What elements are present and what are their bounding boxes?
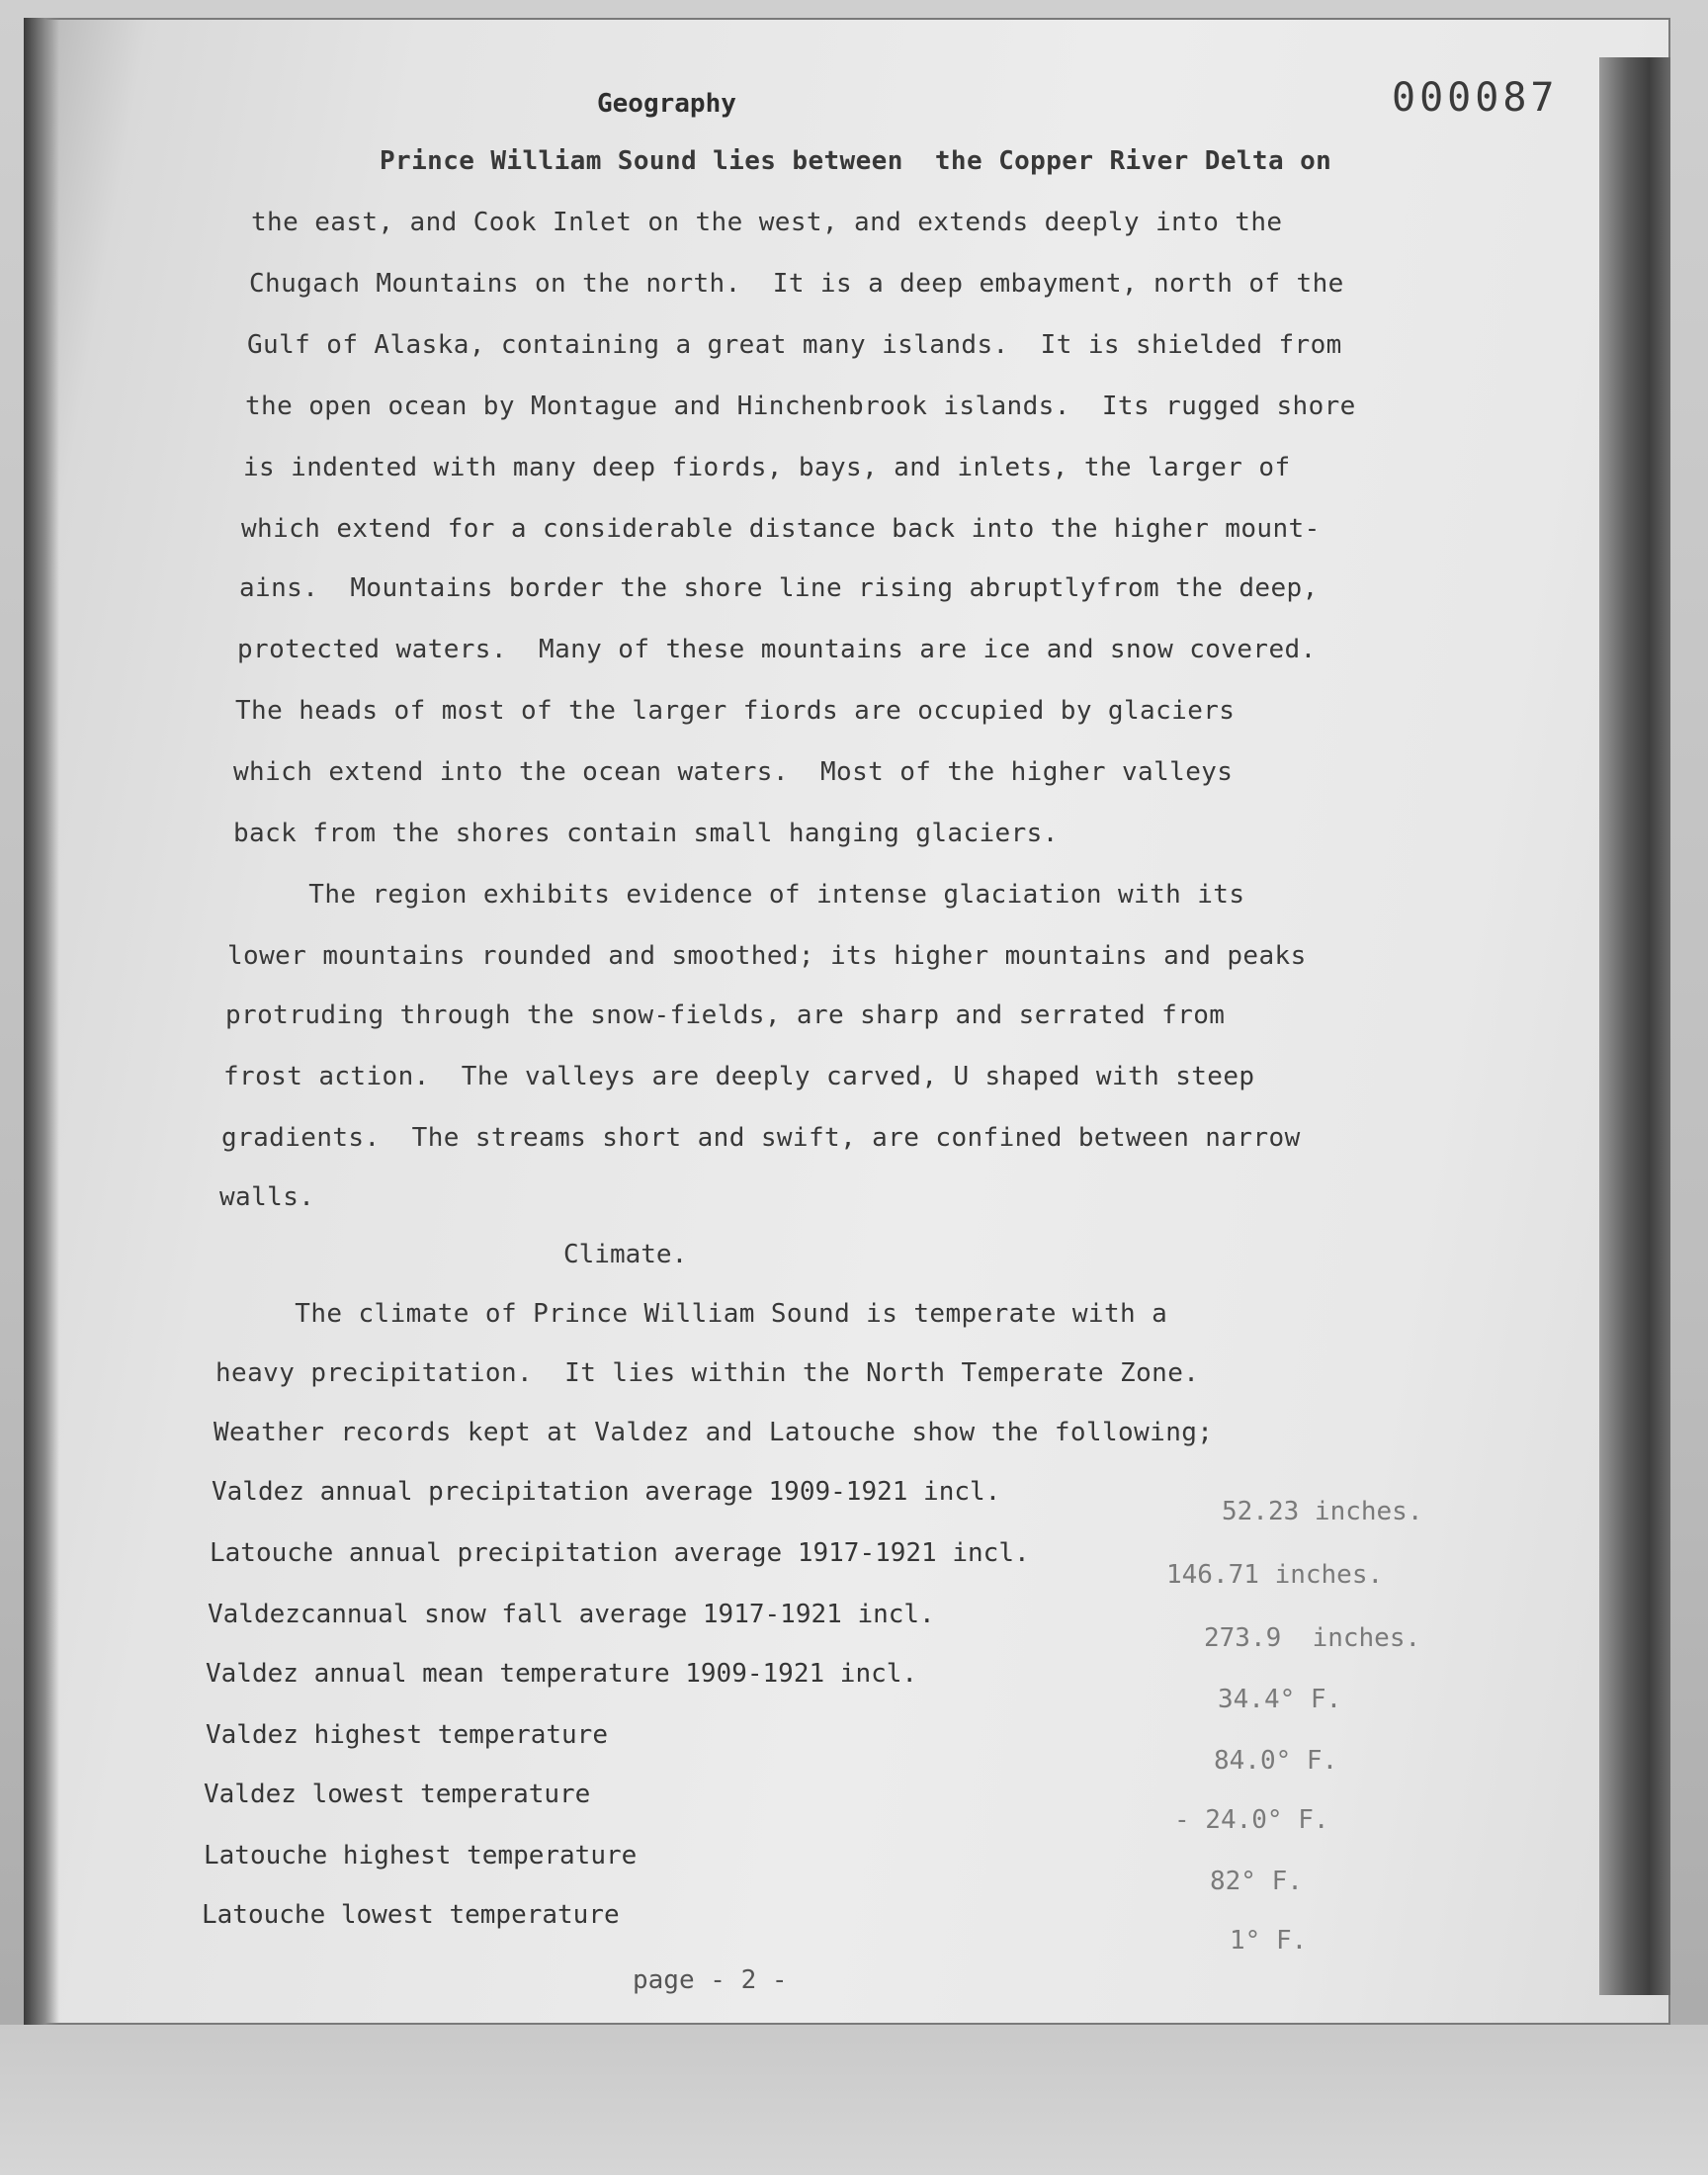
text-line: is indented with many deep fiords, bays, and inlets, the larger of: [243, 453, 1291, 482]
stat-label: Valdezcannual snow fall average 1917-1921 incl.: [208, 1600, 935, 1629]
text-line: Prince William Sound lies between the Copper River Delta on: [380, 146, 1332, 176]
text-line: The region exhibits evidence of intense glaciation with its: [229, 880, 1245, 910]
text-line: back from the shores contain small hanging glaciers.: [233, 819, 1059, 848]
stat-label: Valdez annual mean temperature 1909-1921 incl.: [206, 1659, 918, 1689]
stat-value: 1° F.: [1230, 1926, 1308, 1956]
stat-value: - 24.0° F.: [1174, 1805, 1329, 1835]
heading-geography: Geography: [597, 89, 736, 119]
text-line: the open ocean by Montague and Hinchenbrook islands. Its rugged shore: [245, 392, 1356, 421]
binding-shadow: [24, 18, 59, 2025]
stat-label: Latouche lowest temperature: [202, 1900, 620, 1930]
stat-value: 34.4° F.: [1218, 1685, 1342, 1714]
text-line: which extend into the ocean waters. Most of the higher valleys: [233, 757, 1234, 787]
text-line: protruding through the snow-fields, are sharp and serrated from: [225, 1000, 1226, 1030]
stat-value: 146.71 inches.: [1166, 1560, 1384, 1590]
text-line: gradients. The streams short and swift, are confined between narrow: [221, 1123, 1301, 1153]
stat-label: Latouche annual precipitation average 1917-1921 incl.: [210, 1538, 1030, 1568]
stat-value: 52.23 inches.: [1222, 1497, 1423, 1526]
text-line: the east, and Cook Inlet on the west, and extends deeply into the: [251, 208, 1283, 237]
text-line: walls.: [219, 1182, 315, 1212]
text-line: Weather records kept at Valdez and Latouche show the following;: [214, 1418, 1214, 1447]
text-line: lower mountains rounded and smoothed; its higher mountains and peaks: [227, 941, 1307, 971]
stat-label: Latouche highest temperature: [204, 1841, 638, 1870]
heading-climate: Climate.: [563, 1240, 688, 1269]
stat-label: Valdez highest temperature: [206, 1720, 608, 1750]
stat-label: Valdez annual precipitation average 1909-1921 incl.: [212, 1477, 1001, 1507]
page-number-footer: page - 2 -: [633, 1965, 788, 1995]
stat-value: 273.9 inches.: [1204, 1623, 1421, 1653]
text-line: protected waters. Many of these mountains are ice and snow covered.: [237, 635, 1317, 664]
text-line: The climate of Prince William Sound is temperate with a: [215, 1299, 1168, 1329]
text-line: frost action. The valleys are deeply carved, U shaped with steep: [223, 1062, 1255, 1091]
text-line: The heads of most of the larger fiords are occupied by glaciers: [235, 696, 1236, 726]
text-line: heavy precipitation. It lies within the North Temperate Zone.: [215, 1358, 1200, 1388]
text-line: Gulf of Alaska, containing a great many islands. It is shielded from: [247, 330, 1342, 360]
stat-value: 82° F.: [1210, 1867, 1303, 1896]
text-line: Chugach Mountains on the north. It is a deep embayment, north of the: [249, 269, 1344, 299]
scan-bottom-margin: [0, 2025, 1708, 2175]
scan-edge-bar: [1599, 57, 1670, 1995]
text-line: ains. Mountains border the shore line rising abruptlyfrom the deep,: [239, 573, 1319, 603]
text-line: which extend for a considerable distance back into the higher mount-: [241, 514, 1321, 544]
stat-label: Valdez lowest temperature: [204, 1780, 591, 1809]
stat-value: 84.0° F.: [1214, 1746, 1338, 1776]
document-id-number: 000087: [1392, 75, 1559, 121]
